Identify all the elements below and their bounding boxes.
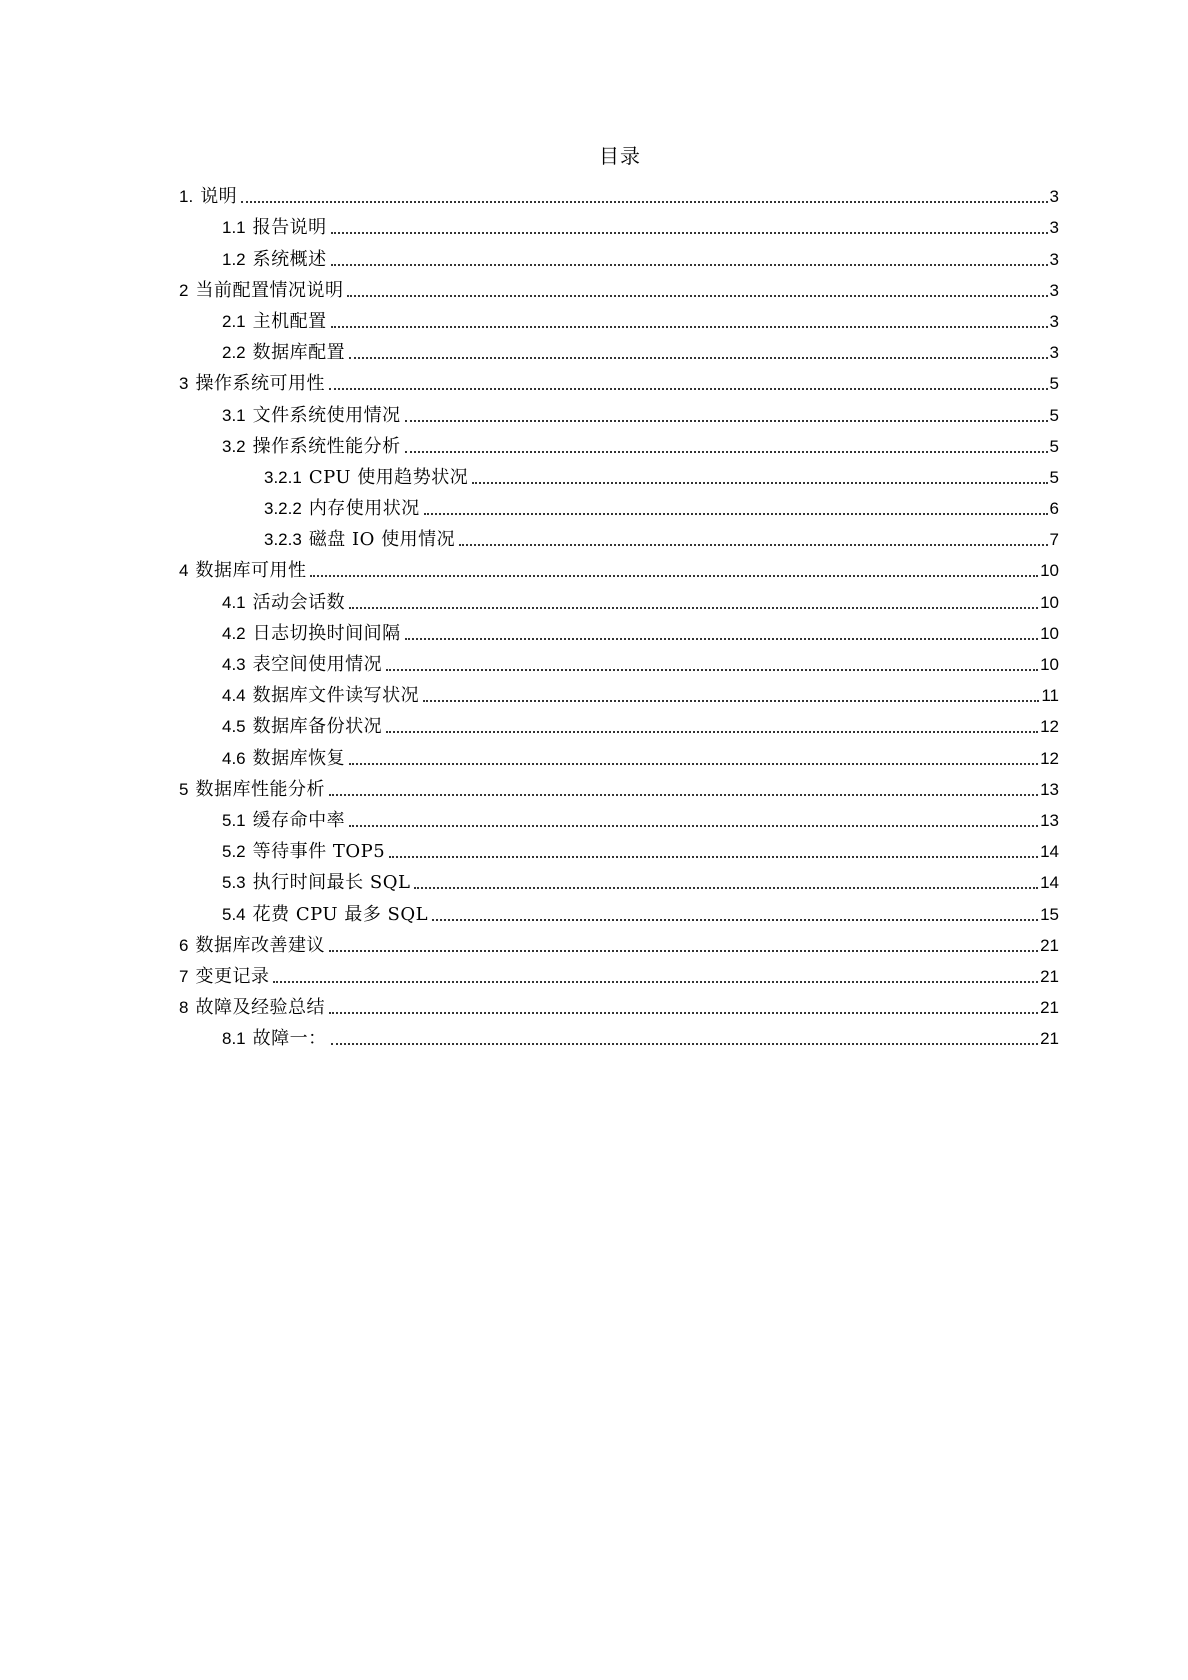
toc-entry-title: 系统概述 bbox=[252, 248, 327, 270]
toc-page-number: 14 bbox=[1040, 842, 1059, 862]
toc-page-number: 13 bbox=[1040, 810, 1059, 830]
toc-entry-number: 4.6 bbox=[222, 748, 246, 768]
toc-entry[interactable] bbox=[179, 551, 1059, 582]
toc-entry-title: 说明 bbox=[200, 186, 238, 208]
toc-entry-label bbox=[264, 498, 422, 520]
toc-entry-label bbox=[179, 186, 239, 208]
toc-page-number: 12 bbox=[1040, 717, 1059, 737]
toc-entry-label bbox=[222, 342, 347, 364]
toc-entry[interactable] bbox=[179, 333, 1059, 364]
toc-entry[interactable] bbox=[179, 1019, 1059, 1050]
toc-entry-label bbox=[222, 311, 329, 333]
toc-entry-label bbox=[222, 904, 430, 926]
toc-entry-number: 4.3 bbox=[222, 655, 246, 674]
toc-entry-label bbox=[222, 654, 384, 676]
toc-entry-number: 5.2 bbox=[222, 842, 246, 862]
toc-page-number: 3 bbox=[1049, 249, 1059, 269]
toc-entry-number: 3.2.2 bbox=[264, 499, 302, 519]
toc-entry-title: 故障及经验总结 bbox=[195, 997, 325, 1019]
toc-page-number: 12 bbox=[1040, 748, 1059, 768]
toc-entry[interactable] bbox=[179, 894, 1059, 925]
toc-dot-leader bbox=[405, 419, 1048, 422]
toc-page-number: 15 bbox=[1040, 904, 1059, 924]
toc-entry-title: 操作系统性能分析 bbox=[252, 435, 401, 457]
toc-entry-label bbox=[222, 249, 329, 271]
toc-entry-number: 5.1 bbox=[222, 810, 246, 830]
toc-entry[interactable] bbox=[179, 863, 1059, 894]
toc-page-number: 10 bbox=[1040, 655, 1059, 674]
toc-entry-title: 内存使用状况 bbox=[308, 498, 420, 520]
toc-entry-title: 数据库配置 bbox=[252, 342, 346, 364]
toc-entry-label bbox=[179, 560, 308, 582]
toc-dot-leader bbox=[329, 793, 1038, 796]
toc-page-number: 21 bbox=[1040, 966, 1059, 986]
toc-entry-title: 日志切换时间间隔 bbox=[252, 622, 401, 644]
toc-entry-title: CPU 使用趋势状况 bbox=[308, 466, 469, 488]
toc-entry-label bbox=[222, 748, 347, 770]
toc-entry-label bbox=[222, 405, 403, 427]
toc-dot-leader bbox=[331, 231, 1048, 234]
toc-entry-label bbox=[222, 685, 421, 707]
toc-page-number: 3 bbox=[1049, 311, 1059, 331]
toc-page-number: 10 bbox=[1040, 561, 1059, 581]
toc-page-number: 3 bbox=[1049, 280, 1059, 300]
toc-page-number: 7 bbox=[1049, 530, 1059, 550]
toc-dot-leader bbox=[349, 762, 1038, 765]
toc-page-number: 3 bbox=[1049, 187, 1059, 207]
toc-title: 目录 bbox=[599, 144, 641, 168]
toc-entry-title: 故障一： bbox=[252, 1028, 327, 1050]
toc-entry[interactable] bbox=[179, 957, 1059, 988]
toc-entry[interactable] bbox=[179, 364, 1059, 395]
toc-entry-label bbox=[222, 810, 347, 832]
toc-entry-number: 4.1 bbox=[222, 592, 246, 612]
toc-entry-number: 1.1 bbox=[222, 218, 246, 238]
toc-dot-leader bbox=[331, 263, 1048, 266]
toc-entry-title: 数据库性能分析 bbox=[195, 778, 325, 800]
toc-dot-leader bbox=[310, 574, 1038, 577]
toc-dot-leader bbox=[405, 637, 1038, 640]
toc-dot-leader bbox=[347, 294, 1047, 297]
toc-entry[interactable] bbox=[179, 395, 1059, 426]
toc-entry-number: 3.1 bbox=[222, 405, 246, 425]
toc-entry-label bbox=[179, 935, 327, 957]
toc-entry-number: 5 bbox=[179, 779, 189, 799]
toc-entry-number: 7 bbox=[179, 966, 189, 986]
toc-entry-title: 数据库改善建议 bbox=[195, 934, 325, 956]
toc-entry-number: 1. bbox=[179, 187, 194, 207]
toc-entry-title: 数据库文件读写状况 bbox=[252, 685, 420, 707]
toc-entry[interactable] bbox=[179, 239, 1059, 270]
toc-entry-title: 表空间使用情况 bbox=[252, 654, 383, 675]
toc-entry-label bbox=[222, 841, 387, 863]
toc-dot-leader bbox=[423, 699, 1039, 702]
toc-entry-number: 8 bbox=[179, 998, 189, 1018]
toc-entry[interactable] bbox=[179, 520, 1059, 551]
toc-entry-label bbox=[179, 997, 327, 1019]
toc-entry[interactable] bbox=[179, 988, 1059, 1019]
toc-page-number: 5 bbox=[1049, 374, 1059, 394]
toc-dot-leader bbox=[424, 512, 1048, 515]
toc-entry-title: 磁盘 IO 使用情况 bbox=[308, 529, 456, 551]
toc-entry-label bbox=[179, 280, 345, 302]
toc-entry[interactable] bbox=[179, 926, 1059, 957]
toc-entry[interactable] bbox=[179, 177, 1059, 208]
toc-page-number: 13 bbox=[1040, 779, 1059, 799]
toc-entry-label bbox=[222, 1028, 329, 1050]
toc-dot-leader bbox=[432, 918, 1038, 921]
toc-entry-number: 8.1 bbox=[222, 1029, 246, 1049]
toc-dot-leader bbox=[349, 606, 1038, 609]
toc-dot-leader bbox=[414, 886, 1038, 889]
toc-entry-title: 执行时间最长 SQL bbox=[252, 872, 411, 894]
toc-dot-leader bbox=[329, 387, 1048, 390]
toc-entry[interactable] bbox=[179, 271, 1059, 302]
toc-entry-label bbox=[179, 779, 327, 801]
toc-entry-label bbox=[264, 467, 470, 489]
toc-entry-label bbox=[222, 436, 403, 458]
toc-entry-label bbox=[222, 217, 329, 239]
toc-entry-number: 3.2 bbox=[222, 436, 246, 456]
toc-entry-title: 缓存命中率 bbox=[252, 809, 346, 831]
toc-dot-leader bbox=[405, 450, 1048, 453]
toc-dot-leader bbox=[349, 824, 1038, 827]
toc-dot-leader bbox=[349, 356, 1047, 359]
toc-entry-number: 3.2.1 bbox=[264, 467, 302, 487]
toc-page-number: 10 bbox=[1040, 592, 1059, 612]
toc-entry[interactable] bbox=[179, 489, 1059, 520]
toc-entry-title: 变更记录 bbox=[195, 965, 270, 987]
toc-entry[interactable] bbox=[179, 676, 1059, 707]
toc-entry-number: 4.5 bbox=[222, 717, 246, 737]
toc-entry[interactable] bbox=[179, 582, 1059, 613]
toc-list bbox=[179, 177, 1059, 1050]
toc-dot-leader bbox=[331, 1042, 1038, 1045]
toc-entry-title: 数据库恢复 bbox=[252, 747, 346, 769]
toc-page-number: 5 bbox=[1049, 405, 1059, 425]
toc-entry-label bbox=[222, 623, 403, 645]
toc-entry-label bbox=[179, 373, 327, 395]
toc-page-number: 6 bbox=[1049, 499, 1059, 519]
toc-entry-label bbox=[222, 872, 412, 894]
toc-entry-number: 5.3 bbox=[222, 873, 246, 893]
toc-page-number: 11 bbox=[1041, 686, 1059, 706]
toc-dot-leader bbox=[241, 200, 1047, 203]
toc-entry-number: 2.1 bbox=[222, 311, 246, 331]
toc-entry[interactable] bbox=[179, 738, 1059, 769]
toc-entry[interactable] bbox=[179, 614, 1059, 645]
toc-entry-title: 报告说明 bbox=[252, 217, 327, 239]
toc-entry[interactable] bbox=[179, 427, 1059, 458]
toc-entry-number: 5.4 bbox=[222, 904, 246, 924]
toc-entry[interactable] bbox=[179, 770, 1059, 801]
toc-dot-leader bbox=[459, 543, 1047, 546]
toc-page-number: 14 bbox=[1040, 873, 1059, 893]
toc-entry-number: 4.2 bbox=[222, 623, 246, 643]
toc-entry-number: 1.2 bbox=[222, 249, 246, 269]
toc-entry[interactable] bbox=[179, 801, 1059, 832]
toc-page-number: 3 bbox=[1049, 343, 1059, 363]
toc-entry-label bbox=[264, 529, 457, 551]
toc-entry-title: 文件系统使用情况 bbox=[252, 404, 401, 426]
toc-dot-leader bbox=[329, 949, 1038, 952]
toc-entry-label bbox=[179, 966, 271, 988]
toc-page-number: 5 bbox=[1049, 467, 1059, 487]
toc-entry-title: 主机配置 bbox=[252, 310, 327, 332]
toc-entry-number: 4.4 bbox=[222, 686, 246, 706]
toc-dot-leader bbox=[331, 325, 1048, 328]
toc-entry-title: 数据库备份状况 bbox=[252, 716, 383, 738]
toc-dot-leader bbox=[386, 730, 1038, 733]
toc-entry[interactable] bbox=[179, 707, 1059, 738]
toc-entry-number: 4 bbox=[179, 561, 189, 581]
toc-entry-label bbox=[222, 716, 384, 738]
toc-entry[interactable] bbox=[179, 832, 1059, 863]
toc-entry[interactable] bbox=[179, 458, 1059, 489]
toc-entry-number: 2 bbox=[179, 280, 189, 300]
toc-entry[interactable] bbox=[179, 302, 1059, 333]
toc-dot-leader bbox=[472, 481, 1047, 484]
toc-entry-number: 2.2 bbox=[222, 343, 246, 363]
toc-entry-title: 活动会话数 bbox=[252, 591, 346, 613]
toc-entry[interactable] bbox=[179, 208, 1059, 239]
toc-page-number: 10 bbox=[1040, 623, 1059, 643]
toc-entry-number: 3 bbox=[179, 374, 189, 394]
toc-entry[interactable] bbox=[179, 645, 1059, 676]
toc-page-number: 21 bbox=[1040, 935, 1059, 955]
toc-dot-leader bbox=[389, 855, 1038, 858]
toc-entry-title: 数据库可用性 bbox=[195, 560, 307, 582]
toc-entry-title: 操作系统可用性 bbox=[195, 373, 325, 395]
toc-dot-leader bbox=[386, 668, 1038, 671]
toc-entry-title: 等待事件 TOP5 bbox=[252, 841, 386, 863]
toc-entry-label bbox=[222, 592, 347, 614]
toc-entry-number: 6 bbox=[179, 935, 189, 955]
toc-page-number: 3 bbox=[1049, 218, 1059, 238]
toc-page-number: 5 bbox=[1049, 436, 1059, 456]
toc-dot-leader bbox=[273, 980, 1038, 983]
toc-entry-title: 花费 CPU 最多 SQL bbox=[252, 903, 429, 925]
toc-page-number: 21 bbox=[1040, 998, 1059, 1018]
toc-entry-number: 3.2.3 bbox=[264, 530, 302, 550]
toc-entry-title: 当前配置情况说明 bbox=[195, 279, 344, 301]
toc-dot-leader bbox=[329, 1011, 1038, 1014]
toc-page-number: 21 bbox=[1040, 1029, 1059, 1049]
